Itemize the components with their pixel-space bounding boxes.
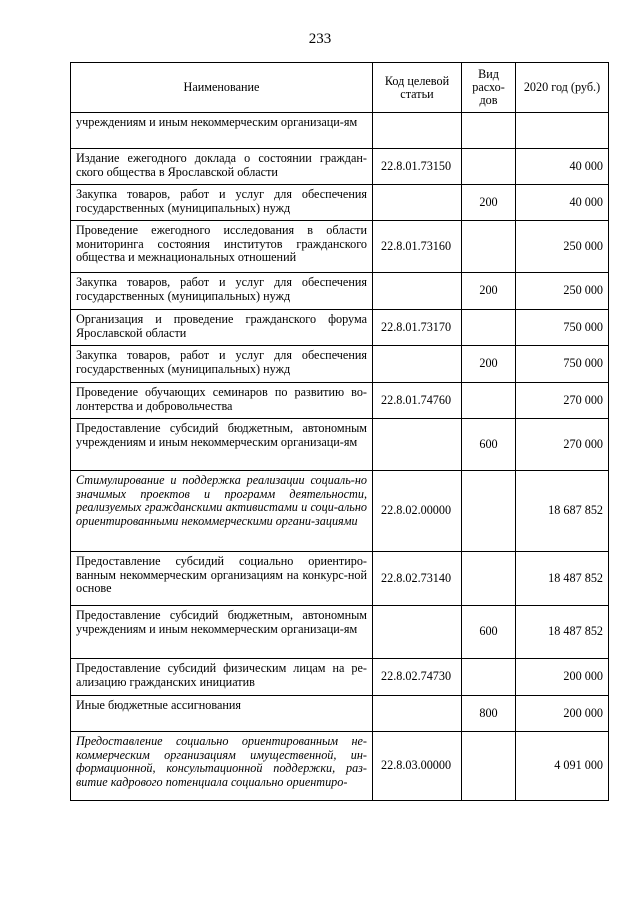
cell-name: Предоставление субсидий социально ориентиро-ванным некоммерческим организациям на конкурс-ной основе	[71, 552, 373, 606]
budget-table	[70, 62, 609, 801]
cell-name: Организация и проведение гражданского форума Ярославской области	[71, 310, 373, 346]
cell-amount: 40 000	[516, 185, 609, 221]
cell-amount: 270 000	[516, 383, 609, 419]
cell-name: Закупка товаров, работ и услуг для обеспечения государственных (муниципальных) нужд	[71, 273, 373, 310]
cell-amount: 200 000	[516, 696, 609, 732]
cell-amount: 18 487 852	[516, 552, 609, 606]
cell-kind	[462, 221, 516, 273]
header-amount: 2020 год (руб.)	[516, 63, 609, 113]
cell-kind: 200	[462, 273, 516, 310]
cell-name: учреждениям и иным некоммерческим организаци-ям	[71, 113, 373, 149]
table-row	[71, 471, 609, 552]
cell-amount: 250 000	[516, 221, 609, 273]
cell-code: 22.8.02.73140	[373, 552, 462, 606]
cell-code: 22.8.01.73170	[373, 310, 462, 346]
cell-code: 22.8.02.00000	[373, 471, 462, 552]
table-header-row	[71, 63, 609, 113]
table-body	[71, 113, 609, 801]
cell-kind	[462, 732, 516, 801]
cell-amount	[516, 113, 609, 149]
table-row	[71, 149, 609, 185]
cell-code: 22.8.01.73160	[373, 221, 462, 273]
cell-amount: 750 000	[516, 310, 609, 346]
cell-code: 22.8.01.74760	[373, 383, 462, 419]
cell-kind: 600	[462, 419, 516, 471]
cell-code	[373, 606, 462, 659]
cell-kind	[462, 310, 516, 346]
cell-kind	[462, 383, 516, 419]
cell-name: Иные бюджетные ассигнования	[71, 696, 373, 732]
cell-kind	[462, 659, 516, 696]
cell-code: 22.8.02.74730	[373, 659, 462, 696]
table-row	[71, 552, 609, 606]
cell-code	[373, 696, 462, 732]
table-row	[71, 659, 609, 696]
cell-code	[373, 419, 462, 471]
cell-kind	[462, 552, 516, 606]
cell-amount: 200 000	[516, 659, 609, 696]
cell-kind: 200	[462, 185, 516, 221]
table-row	[71, 383, 609, 419]
cell-amount: 40 000	[516, 149, 609, 185]
cell-amount: 18 687 852	[516, 471, 609, 552]
cell-name: Предоставление субсидий физическим лицам на ре-ализацию гражданских инициатив	[71, 659, 373, 696]
cell-name: Предоставление социально ориентированным не-коммерческим организациям имущественной, ин-формационной, консультационной поддержки, раз-витие кадрового потенциала социально ориентиро-	[71, 732, 373, 801]
cell-name: Издание ежегодного доклада о состоянии граждан-ского общества в Ярославской области	[71, 149, 373, 185]
table-row	[71, 732, 609, 801]
cell-kind	[462, 113, 516, 149]
cell-code: 22.8.01.73150	[373, 149, 462, 185]
page-number: 233	[308, 31, 332, 47]
table-row	[71, 606, 609, 659]
cell-amount: 4 091 000	[516, 732, 609, 801]
cell-amount: 18 487 852	[516, 606, 609, 659]
cell-code	[373, 273, 462, 310]
cell-name: Стимулирование и поддержка реализации социаль-но значимых проектов и программ деятельности, реализуемых гражданскими активистами и соци-ально ориентированными некоммерческими органи-зациями	[71, 471, 373, 552]
cell-name: Закупка товаров, работ и услуг для обеспечения государственных (муниципальных) нужд	[71, 185, 373, 221]
cell-name: Проведение обучающих семинаров по развитию во-лонтерства и добровольчества	[71, 383, 373, 419]
table-row	[71, 185, 609, 221]
cell-kind	[462, 471, 516, 552]
cell-kind	[462, 149, 516, 185]
cell-code	[373, 346, 462, 383]
cell-code	[373, 185, 462, 221]
cell-code	[373, 113, 462, 149]
cell-kind: 800	[462, 696, 516, 732]
cell-name: Закупка товаров, работ и услуг для обеспечения государственных (муниципальных) нужд	[71, 346, 373, 383]
table-row	[71, 346, 609, 383]
cell-name: Проведение ежегодного исследования в области мониторинга состояния институтов гражданского общества и межнациональных отношений	[71, 221, 373, 273]
cell-name: Предоставление субсидий бюджетным, автономным учреждениям и иным некоммерческим организаци-ям	[71, 606, 373, 659]
cell-kind: 200	[462, 346, 516, 383]
cell-amount: 750 000	[516, 346, 609, 383]
table-row	[71, 419, 609, 471]
header-name: Наименование	[71, 63, 373, 113]
table-row	[71, 221, 609, 273]
header-code: Код целевой статьи	[373, 63, 462, 113]
table-row	[71, 273, 609, 310]
cell-amount: 250 000	[516, 273, 609, 310]
cell-kind: 600	[462, 606, 516, 659]
table-row	[71, 310, 609, 346]
cell-name: Предоставление субсидий бюджетным, автономным учреждениям и иным некоммерческим организаци-ям	[71, 419, 373, 471]
table-row	[71, 113, 609, 149]
cell-code: 22.8.03.00000	[373, 732, 462, 801]
header-kind: Вид расхо-дов	[462, 63, 516, 113]
table-row	[71, 696, 609, 732]
cell-amount: 270 000	[516, 419, 609, 471]
